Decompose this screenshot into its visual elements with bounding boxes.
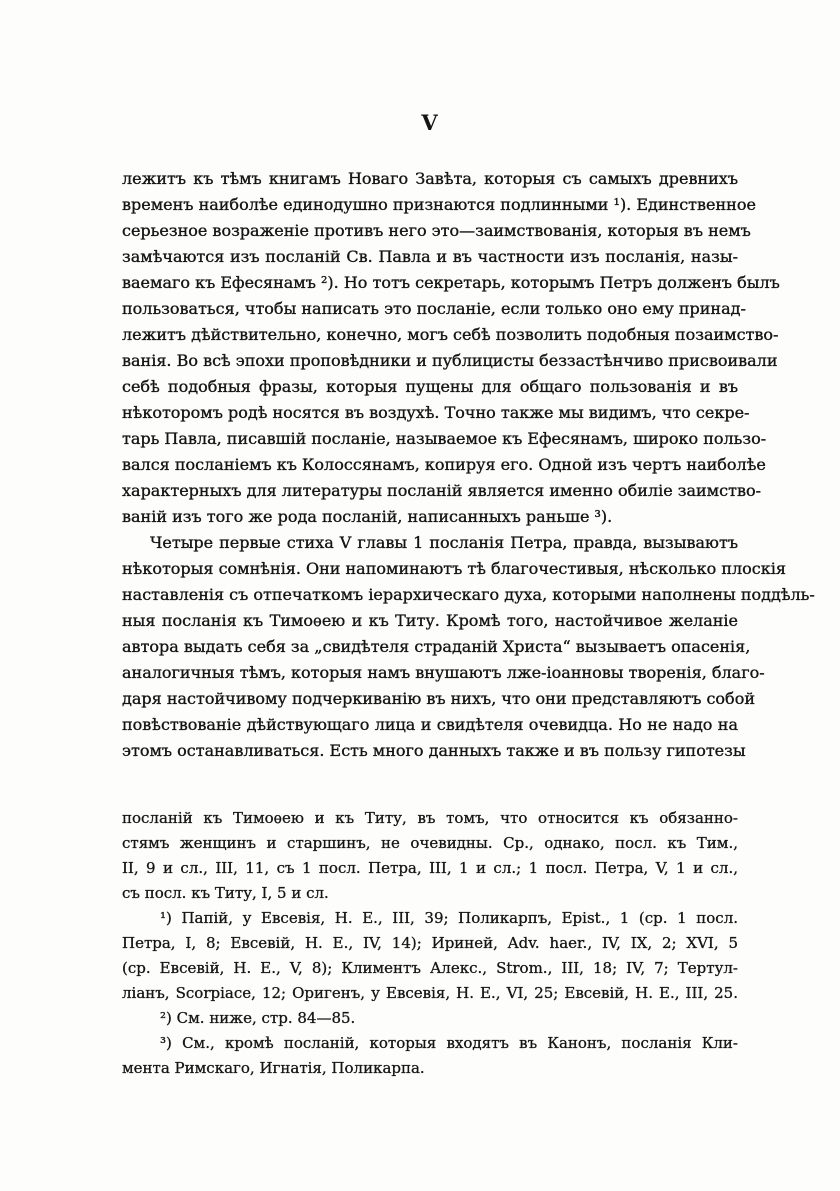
text-line: посланій къ Тимоѳею и къ Титу, въ томъ, что относится къ обязанно-: [122, 809, 738, 827]
text-line: ваемаго къ Ефесянамъ ²). Но тотъ секретарь, которымъ Петръ долженъ былъ: [122, 273, 780, 292]
text-line: себѣ подобныя фразы, которыя пущены для общаго пользованія и въ: [122, 377, 738, 396]
text-line: ванія. Во всѣ эпохи проповѣдники и публицисты беззастѣнчиво присвоивали: [122, 351, 778, 370]
text-line: нѣкоторыя сомнѣнія. Они напоминаютъ тѣ благочестивыя, нѣсколько плоскія: [122, 559, 786, 578]
text-line: серьезное возраженіе противъ него это—заимствованія, которыя въ немъ: [122, 221, 751, 240]
paragraph: [122, 1006, 738, 1031]
text-line: автора выдать себя за „свидѣтеля страданій Христа“ вызываетъ опасенія,: [122, 637, 751, 656]
text-line: ²) См. ниже, стр. 84—85.: [160, 1009, 356, 1027]
text-line: вался посланіемъ къ Колоссянамъ, копируя его. Одной изъ чертъ наиболѣе: [122, 455, 766, 474]
text-line: Четыре первые стиха V главы 1 посланія Петра, правда, вызываютъ: [150, 533, 738, 552]
footnotes: [122, 806, 738, 1081]
text-line: ліанъ, Scorpiace, 12; Оригенъ, у Евсевія, H. E., VI, 25; Евсевій, H. E., III, 25.: [122, 984, 738, 1002]
text-line: II, 9 и сл., III, 11, съ 1 посл. Петра, III, 1 и сл.; 1 посл. Петра, V, 1 и сл.,: [122, 859, 738, 877]
text-line: ваній изъ того же рода посланій, написанныхъ раньше ³).: [122, 507, 613, 526]
text-line: этомъ останавливаться. Есть много данныхъ также и въ пользу гипотезы: [122, 741, 746, 760]
text-line: аналогичныя тѣмъ, которыя намъ внушаютъ лже-іоанновы творенія, благо-: [122, 663, 765, 682]
text-line: пользоваться, чтобы написать это посланіе, если только оно ему принад-: [122, 299, 746, 318]
body-text: [122, 166, 815, 764]
text-line: ³) См., кромѣ посланій, которыя входятъ въ Канонъ, посланія Кли-: [160, 1034, 738, 1052]
paragraph: [122, 166, 780, 530]
text-line: даря настойчивому подчеркиванію въ нихъ, что они представляютъ собой: [122, 689, 755, 708]
text-line: наставленія съ отпечаткомъ іерархическаго духа, которыми наполнены поддѣль-: [122, 585, 815, 604]
text-line: (ср. Евсевій, H. E., V, 8); Климентъ Алекс., Strom., III, 18; IV, 7; Тертул-: [122, 959, 738, 977]
paragraph: [122, 530, 815, 764]
text-line: мента Римскаго, Игнатія, Поликарпа.: [122, 1059, 425, 1077]
text-line: ¹) Папій, у Евсевія, H. E., III, 39; Поликарпъ, Epist., 1 (ср. 1 посл.: [160, 909, 738, 927]
text-line: ныя посланія къ Тимоѳею и къ Титу. Кромѣ того, настойчивое желаніе: [122, 611, 738, 630]
text-line: стямъ женщинъ и старшинъ, не очевидны. Ср., однако, посл. къ Тим.,: [122, 834, 738, 852]
text-line: тарь Павла, писавшій посланіе, называемое къ Ефесянамъ, широко пользо-: [122, 429, 767, 448]
text-line: съ посл. къ Титу, I, 5 и сл.: [122, 884, 329, 902]
text-line: замѣчаются изъ посланій Св. Павла и въ частности изъ посланія, назы-: [122, 247, 738, 266]
text-line: повѣствованіе дѣйствующаго лица и свидѣтеля очевидца. Но не надо на: [122, 715, 738, 734]
text-line: Петра, I, 8; Евсевій, H. E., IV, 14); Ириней, Adv. haer., IV, IX, 2; XVI, 5: [122, 934, 738, 952]
paragraph: [122, 906, 738, 1006]
text-line: лежитъ къ тѣмъ книгамъ Новаго Завѣта, которыя съ самыхъ древнихъ: [122, 169, 738, 188]
text-line: характерныхъ для литературы посланій является именно обиліе заимство-: [122, 481, 761, 500]
text-line: временъ наиболѣе единодушно признаются подлинными ¹). Единственное: [122, 195, 756, 214]
paragraph: [122, 806, 738, 906]
paragraph: [122, 1031, 738, 1081]
page-number: V: [421, 110, 439, 135]
text-line: лежитъ дѣйствительно, конечно, могъ себѣ позволить подобныя позаимство-: [122, 325, 779, 344]
text-line: нѣкоторомъ родѣ носятся въ воздухѣ. Точно также мы видимъ, что секре-: [122, 403, 750, 422]
